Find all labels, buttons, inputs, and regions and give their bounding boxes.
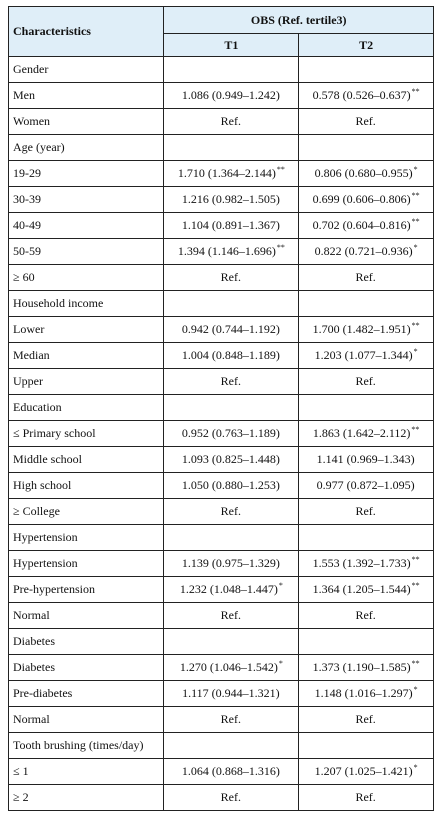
t1-value: Ref.	[220, 114, 241, 128]
table-row	[9, 135, 434, 161]
table-row	[9, 759, 434, 785]
table-row	[9, 317, 434, 343]
t1-cell	[164, 57, 299, 83]
t1-cell	[164, 421, 299, 447]
t1-cell	[164, 473, 299, 499]
t2-cell	[299, 265, 434, 291]
t1-cell	[164, 551, 299, 577]
t1-value: Ref.	[220, 790, 241, 804]
table-row	[9, 57, 434, 83]
t2-value: Ref.	[355, 712, 376, 726]
row-label: ≤ Primary school	[9, 421, 164, 447]
t1-value: 1.004 (0.848–1.189)	[181, 348, 280, 362]
t1-value: 1.104 (0.891–1.367)	[181, 218, 280, 232]
t2-value: 0.578 (0.526–0.637)	[312, 88, 411, 102]
t2-value: 1.148 (1.016–1.297)	[314, 686, 413, 700]
row-label: Tooth brushing (times/day)	[9, 733, 164, 759]
t2-cell	[299, 707, 434, 733]
t2-value: 1.863 (1.642–2.112)	[312, 426, 411, 440]
t2-cell	[299, 421, 434, 447]
t2-significance: *	[413, 347, 418, 356]
t2-value: 1.373 (1.190–1.585)	[312, 660, 411, 674]
t1-value: 1.050 (0.880–1.253)	[181, 478, 280, 492]
table-row	[9, 603, 434, 629]
t2-cell	[299, 369, 434, 395]
t2-value: Ref.	[355, 504, 376, 518]
row-label: Median	[9, 343, 164, 369]
t1-cell	[164, 135, 299, 161]
odds-ratio-table	[8, 6, 434, 811]
t2-cell	[299, 733, 434, 759]
t2-cell	[299, 161, 434, 187]
row-label: ≥ College	[9, 499, 164, 525]
t2-cell	[299, 135, 434, 161]
t1-value: 1.064 (0.868–1.316)	[181, 764, 280, 778]
row-label: Diabetes	[9, 655, 164, 681]
t1-value: 0.952 (0.763–1.189)	[181, 426, 280, 440]
t1-cell	[164, 681, 299, 707]
t2-value: 1.364 (1.205–1.544)	[312, 582, 411, 596]
table-row	[9, 629, 434, 655]
t2-significance: *	[413, 243, 418, 252]
t2-significance: **	[411, 87, 420, 96]
row-label: 50-59	[9, 239, 164, 265]
t1-cell	[164, 499, 299, 525]
row-label: 19-29	[9, 161, 164, 187]
t1-value: 1.216 (0.982–1.505)	[181, 192, 280, 206]
t1-cell	[164, 447, 299, 473]
t1-cell	[164, 161, 299, 187]
row-label: Upper	[9, 369, 164, 395]
t1-value: 1.710 (1.364–2.144)	[177, 166, 276, 180]
table-row	[9, 343, 434, 369]
t2-cell	[299, 681, 434, 707]
t2-value: 0.977 (0.872–1.095)	[316, 478, 415, 492]
t1-cell	[164, 83, 299, 109]
table-row	[9, 213, 434, 239]
t1-value: Ref.	[220, 270, 241, 284]
row-label: Middle school	[9, 447, 164, 473]
row-label: Hypertension	[9, 525, 164, 551]
row-label: Age (year)	[9, 135, 164, 161]
t1-cell	[164, 655, 299, 681]
t2-significance: **	[411, 321, 420, 330]
t2-cell	[299, 109, 434, 135]
header-row-top	[9, 7, 434, 34]
t2-value: 0.702 (0.604–0.816)	[312, 218, 411, 232]
table-row	[9, 525, 434, 551]
t1-significance: *	[278, 581, 283, 590]
t1-value: 1.270 (1.046–1.542)	[179, 660, 278, 674]
t2-cell	[299, 447, 434, 473]
row-label: Gender	[9, 57, 164, 83]
t1-cell	[164, 109, 299, 135]
t1-cell	[164, 369, 299, 395]
t2-value: Ref.	[355, 790, 376, 804]
t2-significance: **	[411, 191, 420, 200]
table-row	[9, 83, 434, 109]
t1-significance: **	[276, 243, 285, 252]
table-body	[9, 57, 434, 811]
t2-cell	[299, 83, 434, 109]
t2-cell	[299, 239, 434, 265]
t2-cell	[299, 473, 434, 499]
t2-value: Ref.	[355, 608, 376, 622]
row-label: ≤ 1	[9, 759, 164, 785]
table-row	[9, 499, 434, 525]
table-row	[9, 291, 434, 317]
t1-cell	[164, 213, 299, 239]
row-label: ≥ 60	[9, 265, 164, 291]
t2-significance: *	[413, 763, 418, 772]
row-label: Lower	[9, 317, 164, 343]
t2-significance: **	[411, 555, 420, 564]
t2-cell	[299, 291, 434, 317]
table-row	[9, 239, 434, 265]
obs-header: OBS (Ref. tertile3)	[164, 7, 434, 34]
table-row	[9, 109, 434, 135]
t1-cell	[164, 707, 299, 733]
t2-value: 1.141 (0.969–1.343)	[316, 452, 415, 466]
t2-cell	[299, 759, 434, 785]
row-label: Normal	[9, 603, 164, 629]
row-label: Pre-hypertension	[9, 577, 164, 603]
t1-cell	[164, 317, 299, 343]
t2-significance: **	[411, 217, 420, 226]
t2-cell	[299, 57, 434, 83]
t2-cell	[299, 655, 434, 681]
t2-cell	[299, 785, 434, 811]
row-label: ≥ 2	[9, 785, 164, 811]
t2-significance: **	[411, 659, 420, 668]
t2-value: 0.822 (0.721–0.936)	[314, 244, 413, 258]
t2-value: 1.203 (1.077–1.344)	[314, 348, 413, 362]
row-label: High school	[9, 473, 164, 499]
row-label: Education	[9, 395, 164, 421]
t1-cell	[164, 577, 299, 603]
row-label: Men	[9, 83, 164, 109]
t1-cell	[164, 343, 299, 369]
table-row	[9, 707, 434, 733]
t2-cell	[299, 603, 434, 629]
t1-value: 1.093 (0.825–1.448)	[181, 452, 280, 466]
t1-cell	[164, 291, 299, 317]
t1-cell	[164, 395, 299, 421]
t2-value: 1.553 (1.392–1.733)	[312, 556, 411, 570]
t1-cell	[164, 759, 299, 785]
table-row	[9, 369, 434, 395]
characteristics-header: Characteristics	[9, 7, 164, 57]
t1-value: 1.394 (1.146–1.696)	[177, 244, 276, 258]
t1-cell	[164, 629, 299, 655]
t1-cell	[164, 733, 299, 759]
table-header	[9, 7, 434, 57]
t2-value: 0.699 (0.606–0.806)	[312, 192, 411, 206]
t2-cell	[299, 213, 434, 239]
t2-significance: *	[413, 685, 418, 694]
t2-cell	[299, 499, 434, 525]
table-row	[9, 447, 434, 473]
table-row	[9, 421, 434, 447]
t2-value: Ref.	[355, 114, 376, 128]
t2-significance: **	[411, 425, 420, 434]
t2-value: 1.207 (1.025–1.421)	[314, 764, 413, 778]
t2-value: 0.806 (0.680–0.955)	[314, 166, 413, 180]
table-row	[9, 733, 434, 759]
t2-cell	[299, 629, 434, 655]
t1-value: 1.232 (1.048–1.447)	[179, 582, 278, 596]
t1-value: 1.117 (0.944–1.321)	[182, 686, 280, 700]
t2-cell	[299, 577, 434, 603]
row-label: Normal	[9, 707, 164, 733]
t2-cell	[299, 551, 434, 577]
row-label: Household income	[9, 291, 164, 317]
row-label: Hypertension	[9, 551, 164, 577]
table-row	[9, 473, 434, 499]
t1-value: Ref.	[220, 504, 241, 518]
t1-cell	[164, 785, 299, 811]
table-row	[9, 395, 434, 421]
t2-value: 1.700 (1.482–1.951)	[312, 322, 411, 336]
t1-value: 1.139 (0.975–1.329)	[181, 556, 280, 570]
t2-cell	[299, 395, 434, 421]
table-row	[9, 161, 434, 187]
row-label: 40-49	[9, 213, 164, 239]
t1-cell	[164, 265, 299, 291]
t1-value: Ref.	[220, 608, 241, 622]
t1-value: Ref.	[220, 374, 241, 388]
t2-value: Ref.	[355, 270, 376, 284]
row-label: Women	[9, 109, 164, 135]
table-row	[9, 785, 434, 811]
table-row	[9, 187, 434, 213]
t2-significance: **	[411, 581, 420, 590]
table-row	[9, 681, 434, 707]
t1-cell	[164, 239, 299, 265]
t2-cell	[299, 317, 434, 343]
t2-header: T2	[299, 34, 434, 57]
table-row	[9, 265, 434, 291]
t1-significance: *	[278, 659, 283, 668]
row-label: Pre-diabetes	[9, 681, 164, 707]
table-row	[9, 551, 434, 577]
t1-header: T1	[164, 34, 299, 57]
t1-significance: **	[276, 165, 285, 174]
t2-cell	[299, 525, 434, 551]
table-row	[9, 655, 434, 681]
t2-value: Ref.	[355, 374, 376, 388]
t1-cell	[164, 603, 299, 629]
row-label: Diabetes	[9, 629, 164, 655]
t1-cell	[164, 187, 299, 213]
t1-value: 1.086 (0.949–1.242)	[181, 88, 280, 102]
t1-value: Ref.	[220, 712, 241, 726]
t2-cell	[299, 187, 434, 213]
table-row	[9, 577, 434, 603]
t2-cell	[299, 343, 434, 369]
t2-significance: *	[413, 165, 418, 174]
t1-value: 0.942 (0.744–1.192)	[181, 322, 280, 336]
t1-cell	[164, 525, 299, 551]
row-label: 30-39	[9, 187, 164, 213]
